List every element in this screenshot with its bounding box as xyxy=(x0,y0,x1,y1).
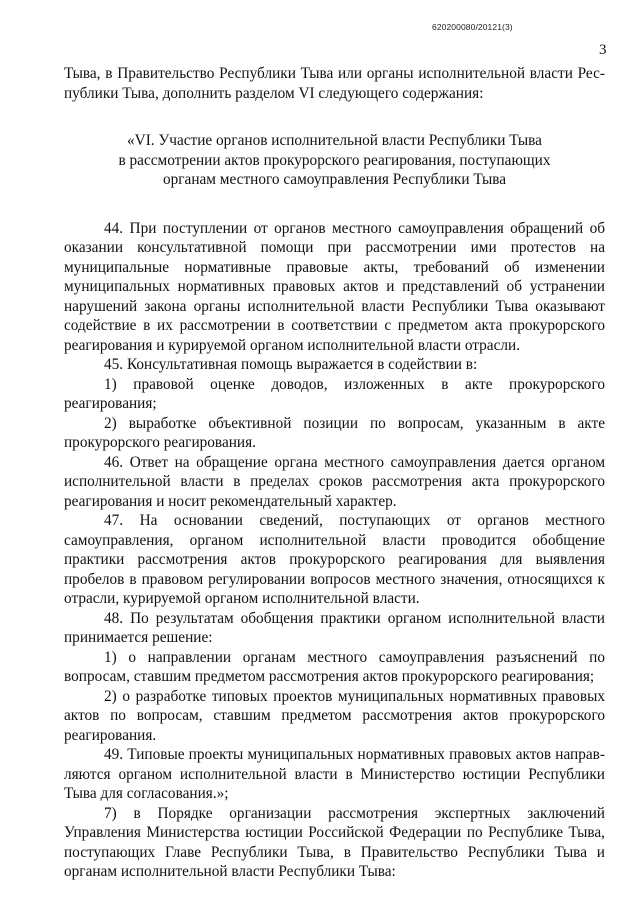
section-heading xyxy=(64,131,605,190)
section-heading-line: «VI. Участие органов исполнительной власти Республики Тыва xyxy=(127,132,542,149)
paragraph-44: 44. При поступлении от органов местного самоуправления обращений об оказании консультативной помощи при рассмотрении ими протестов на муниципальные нормативные правовые акты, требований об изменении муниципальных нормативных правовых актов и представлений об устранении нарушений закона органы исполнительной власти Республики Тыва оказывают содействие в их рассмотрении в соответствии с предметом акта прокурорского реагирования и курируемой органом исполнительной власти отрасли. xyxy=(64,219,605,354)
document-body xyxy=(64,64,605,882)
list-item-48-2: 2) о разработке типовых проектов муниципальных нормативных правовых актов по вопросам, ставшим предметом рассмотрения актов прокурорского реагирования. xyxy=(64,687,605,744)
paragraph-45: 45. Консультативная помощь выражается в содействии в: xyxy=(104,356,478,373)
section-heading-line: в рассмотрении актов прокурорского реагирования, поступающих xyxy=(118,151,551,169)
paragraph-47: 47. На основании сведений, поступающих от органов местного самоуправления, органом исполнительной власти проводится обобщение практики рассмотрения актов прокурорского реагирования для выявления пробелов в правовом регулировании вопросов местного значения, относящихся к отрасли, курируемой органом исполнительной власти. xyxy=(64,512,605,607)
paragraph-49: 49. Типовые проекты муниципальных нормативных правовых актов направляются органом исполнительной власти в Министерство юстиции Республики Тыва для согласования.»; xyxy=(64,746,605,802)
paragraph-7: 7) в Порядке организации рассмотрения экспертных заключений Управления Министерства юстиции Российской Федерации по Республике Тыва, поступающих Главе Республики Тыва, в Правительство Республики Тыва и органам исполнительной власти Республики Тыва: xyxy=(64,804,605,880)
section-heading-line: органам местного самоуправления Республики Тыва xyxy=(162,171,507,188)
list-item-45-1: 1) правовой оценке доводов, изложенных в акте прокурорского реагирования; xyxy=(64,375,605,412)
document-code: 620200080/20121(3) xyxy=(432,22,513,32)
list-item-45-2: 2) выработке объективной позиции по вопросам, указанным в акте прокурорского реагирования. xyxy=(64,414,605,451)
paragraph-48: 48. По результатам обобщения практики органом исполнительной власти принимается решение: xyxy=(64,609,605,646)
list-item-48-1: 1) о направлении органам местного самоуправления разъяснений по вопросам, ставшим предметом рассмотрения актов прокурорского реагирования; xyxy=(64,648,605,685)
paragraph-46: 46. Ответ на обращение органа местного самоуправления дается органом исполнительной власти в пределах сроков рассмотрения акта прокурорского реагирования и носит рекомендательный характер. xyxy=(64,453,605,510)
page-number: 3 xyxy=(599,42,607,58)
intro-paragraph: Тыва, в Правительство Республики Тыва или органы исполнительной власти Республики Тыва, дополнить разделом VI следующего содержания: xyxy=(64,65,605,102)
